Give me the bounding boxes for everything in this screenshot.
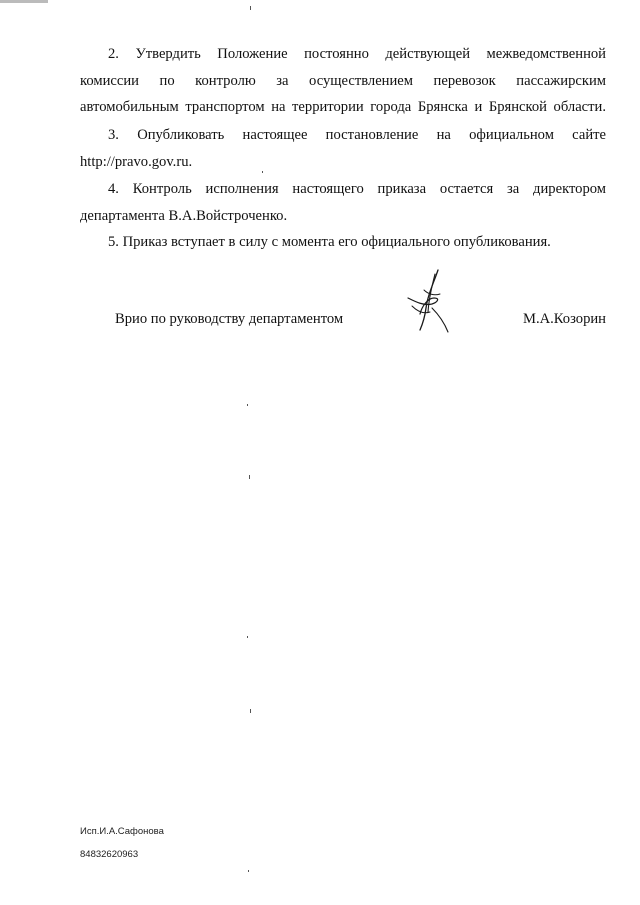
executor-phone: 84832620963 xyxy=(80,849,139,860)
paragraph-4-line-1: 4. Контроль исполнения настоящего приказа остается за директором xyxy=(108,181,606,197)
signature-row xyxy=(0,311,640,335)
paragraph-2-line-3: автомобильным транспортом на территории города Брянска и Брянской области. xyxy=(80,99,606,115)
scan-speck xyxy=(247,404,248,406)
handwritten-signature xyxy=(398,268,452,334)
paragraph-5-line-1: 5. Приказ вступает в силу с момента его официального опубликования. xyxy=(108,234,551,250)
paragraph-2-line-2: комиссии по контролю за осуществлением перевозок пассажирским xyxy=(80,72,606,89)
scan-speck xyxy=(250,6,251,10)
paragraph-3-line-2: http://pravo.gov.ru. xyxy=(80,153,193,170)
executor-name: Исп.И.А.Сафонова xyxy=(80,826,164,837)
signatory-title: Врио по руководству департаментом xyxy=(115,311,344,327)
scan-speck xyxy=(262,171,263,173)
scan-speck xyxy=(250,709,251,713)
scan-speck xyxy=(248,870,249,872)
paragraph-2-line-1: 2. Утвердить Положение постоянно действующей межведомственной xyxy=(108,46,606,62)
paragraph-3-line-1: 3. Опубликовать настоящее постановление на официальном сайте xyxy=(108,127,606,143)
scan-speck xyxy=(247,636,248,638)
scan-edge-mark xyxy=(0,0,48,3)
signatory-name: М.А.Козорин xyxy=(522,311,606,327)
scan-speck xyxy=(249,475,250,479)
paragraph-4-line-2: департамента В.А.Войстроченко. xyxy=(80,207,288,224)
